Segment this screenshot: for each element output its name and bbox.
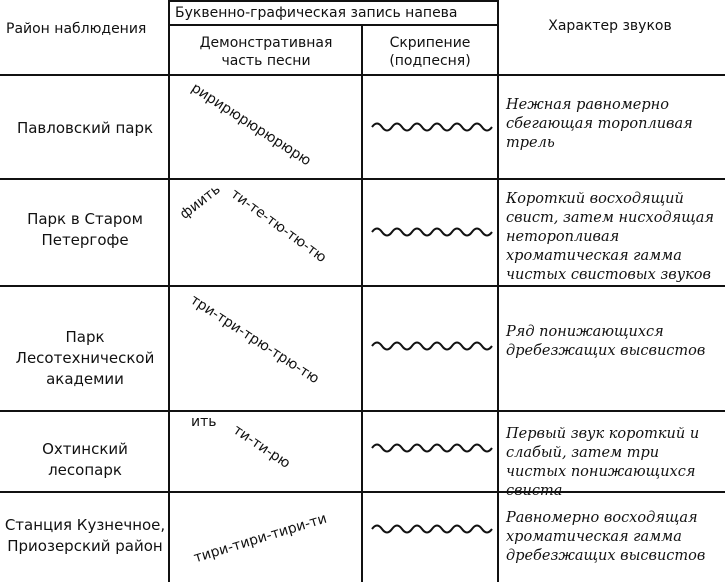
song-syllables: три-три-трю-трю-тю <box>187 292 322 388</box>
song-syllables: фиить <box>177 181 224 223</box>
song-syllables: ти-те-тю-тю-тю <box>227 186 330 266</box>
header-demo: Демонстративная часть песни <box>199 35 333 69</box>
character-cell: Ряд понижающихся дребезжащих высвистов <box>506 324 706 359</box>
rule-col-3 <box>497 0 499 582</box>
area-cell: Охтинский лесопарк <box>42 440 128 479</box>
song-syllables: тири-тири-тири-ти <box>192 510 329 567</box>
header-area: Район наблюдения <box>6 21 147 37</box>
rule-col-2 <box>361 25 363 582</box>
song-syllables: ририрюрюрюрюрю <box>188 80 314 170</box>
area-cell: Станция Кузнечное, Приозерский район <box>4 516 166 555</box>
creak-wave <box>364 334 498 358</box>
character-cell: Первый звук короткий и слабый, затем три чистых понижающихся свиста <box>506 426 700 499</box>
header-record: Буквенно-графическая запись напева <box>175 5 458 21</box>
rule-col-1 <box>168 0 170 582</box>
area-cell: Парк в Старом Петергофе <box>27 210 143 249</box>
character-cell: Равномерно восходящая хроматическая гамма дребезжащих высвистов <box>506 510 706 564</box>
area-cell: Парк Лесотехнической академии <box>15 328 155 388</box>
character-cell: Нежная равномерно сбегающая торопливая трель <box>506 97 693 151</box>
header-creak: Скрипение (подпесня) <box>389 35 471 69</box>
rule-subheader <box>170 24 498 26</box>
rule-top <box>170 0 498 2</box>
creak-wave <box>364 436 498 460</box>
area-cell: Павловский парк <box>16 119 154 137</box>
creak-wave <box>364 220 498 244</box>
character-cell: Короткий восходящий свист, затем нисходящая неторопливая хроматическая гамма чистых свистовых звуков <box>506 191 714 283</box>
header-character: Характер звуков <box>548 18 672 34</box>
song-syllables: ить <box>191 414 217 430</box>
creak-wave <box>364 115 498 139</box>
creak-wave <box>364 517 498 541</box>
song-syllables: ти-ти-рю <box>230 422 294 472</box>
